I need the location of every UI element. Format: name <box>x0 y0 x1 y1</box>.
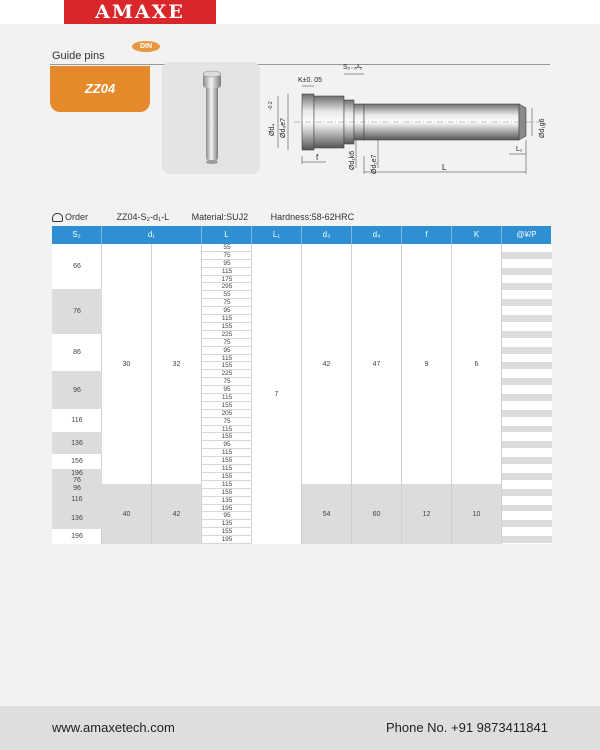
price-cell <box>502 528 552 536</box>
l-value-cell: 55 <box>202 244 252 252</box>
d3-cell: 54 <box>302 484 352 544</box>
dim-d1-k6: Ød₁k6 <box>349 150 356 170</box>
dim-d4-tol: -0.2 <box>268 101 274 110</box>
col-header-d4: d₄ <box>352 226 402 244</box>
l-value-cell: 115 <box>202 315 252 323</box>
s2-cell: 136 <box>52 432 102 454</box>
price-cell <box>502 378 552 386</box>
f-cell: 9 <box>402 244 452 484</box>
product-code-tab: ZZ04 <box>50 66 150 112</box>
price-cell <box>502 299 552 307</box>
s2-cell: 116 <box>71 417 83 424</box>
brand-logo: AMAXE <box>64 0 216 24</box>
l-value-cell: 205 <box>202 410 252 418</box>
s2-cell: 66 <box>73 263 81 270</box>
section-title: Guide pins <box>52 50 105 62</box>
l-value-cell: 135 <box>202 520 252 528</box>
l-value-cell: 115 <box>202 465 252 473</box>
price-cell <box>502 497 552 505</box>
col-header-f: f <box>402 226 452 244</box>
price-cell <box>502 291 552 299</box>
price-cell <box>502 370 552 378</box>
price-cell <box>502 307 552 315</box>
order-label-group <box>52 212 94 222</box>
l-value-cell: 75 <box>202 418 252 426</box>
s2-cell: 96 <box>52 484 102 492</box>
l-column <box>202 244 252 544</box>
l-value-cell: 75 <box>202 378 252 386</box>
l-value-cell: 155 <box>202 323 252 331</box>
l-value-cell: 95 <box>202 441 252 449</box>
l-value-cell: 55 <box>202 291 252 299</box>
price-cell <box>502 252 552 260</box>
guide-pin-image <box>162 62 260 174</box>
price-cell <box>502 402 552 410</box>
product-photo <box>162 62 260 174</box>
l-value-cell: 95 <box>202 386 252 394</box>
l-value-cell: 95 <box>202 260 252 268</box>
l-value-cell: 225 <box>202 370 252 378</box>
s2-cell: 196 <box>71 533 83 540</box>
price-cell <box>502 520 552 528</box>
l-value-cell: 115 <box>202 355 252 363</box>
col-header-d1: d₁ <box>102 226 202 244</box>
s2-cell: 136 <box>52 507 102 529</box>
price-cell <box>502 489 552 497</box>
col-header-s2: S₂ <box>52 226 102 244</box>
website-link[interactable]: www.amaxetech.com <box>52 720 175 735</box>
l-value-cell: 195 <box>202 505 252 513</box>
dim-d1-g6: Ød₁g6 <box>539 118 546 138</box>
price-cell <box>502 449 552 457</box>
price-cell <box>502 505 552 513</box>
s2-cell: 196 <box>52 469 102 477</box>
l-value-cell: 115 <box>202 426 252 434</box>
d4-cell: 60 <box>352 484 402 544</box>
l-value-cell: 195 <box>202 536 252 544</box>
price-cell <box>502 394 552 402</box>
price-column <box>502 244 551 544</box>
l-value-cell: 75 <box>202 252 252 260</box>
dim-d4: Ød₄ <box>269 123 276 136</box>
col-header-d3: d₃ <box>302 226 352 244</box>
col-header-k: K <box>452 226 502 244</box>
l-value-cell: 115 <box>202 268 252 276</box>
s2-cell: 116 <box>52 492 102 507</box>
d1a-cell: 30 <box>102 244 152 484</box>
phone-number: Phone No. +91 9873411841 <box>385 720 548 735</box>
price-cell <box>502 331 552 339</box>
price-cell <box>502 244 552 252</box>
l-value-cell: 115 <box>202 394 252 402</box>
price-cell <box>502 339 552 347</box>
dim-d3: Ød₃e7 <box>280 118 287 138</box>
price-cell <box>502 347 552 355</box>
price-cell <box>502 433 552 441</box>
l-value-cell: 175 <box>202 276 252 284</box>
l-value-cell: 95 <box>202 512 252 520</box>
l-value-cell: 155 <box>202 362 252 370</box>
price-cell <box>502 465 552 473</box>
l-value-cell: 135 <box>202 497 252 505</box>
l-value-cell: 155 <box>202 457 252 465</box>
price-cell <box>502 441 552 449</box>
l-value-cell: 95 <box>202 307 252 315</box>
din-badge: DIN <box>132 41 160 52</box>
dim-d1-e7: Ød₁e7 <box>371 154 378 174</box>
d1b-cell: 42 <box>152 484 202 544</box>
d3-cell: 42 <box>302 244 352 484</box>
top-bar <box>0 0 600 24</box>
price-cell <box>502 323 552 331</box>
s2-cell: 96 <box>52 371 102 409</box>
s2-cell: 76 <box>52 289 102 334</box>
d4-cell: 47 <box>352 244 402 484</box>
dim-s2: S₂₋₀̶³̶₅ <box>343 64 363 71</box>
col-header-l: L <box>202 226 252 244</box>
l-value-cell: 155 <box>202 402 252 410</box>
s2-column <box>52 244 102 544</box>
k-cell: 10 <box>452 484 502 544</box>
price-cell <box>502 512 552 520</box>
price-cell <box>502 410 552 418</box>
l-value-cell: 155 <box>202 473 252 481</box>
l-value-cell: 95 <box>202 347 252 355</box>
l-value-cell: 75 <box>202 339 252 347</box>
f-cell: 12 <box>402 484 452 544</box>
order-label: Order <box>65 212 89 222</box>
price-cell <box>502 362 552 370</box>
price-cell <box>502 426 552 434</box>
d1b-cell: 32 <box>152 244 202 484</box>
col-header-l1: L₁ <box>252 226 302 244</box>
price-cell <box>502 283 552 291</box>
technical-drawing <box>264 58 554 183</box>
dim-l1: L₁ <box>516 146 523 153</box>
table-body <box>52 244 551 544</box>
price-cell <box>502 276 552 284</box>
price-cell <box>502 268 552 276</box>
col-header-price: @¥/P <box>502 226 551 244</box>
material: Material:SUJ2 <box>191 212 249 222</box>
l1-cell: 7 <box>252 244 302 544</box>
k-cell: 6 <box>452 244 502 484</box>
guide-pin-drawing <box>264 58 554 183</box>
dim-l: L <box>442 163 447 172</box>
price-cell <box>502 386 552 394</box>
l-value-cell: 155 <box>202 528 252 536</box>
l-value-cell: 155 <box>202 433 252 441</box>
l-value-cell: 115 <box>202 481 252 489</box>
l-value-cell: 295 <box>202 283 252 291</box>
dim-k: K±0. 05 <box>298 77 323 84</box>
price-cell <box>502 355 552 363</box>
price-cell <box>502 315 552 323</box>
order-code: ZZ04-S₂-d₁-L <box>116 212 170 222</box>
price-cell <box>502 457 552 465</box>
l-value-cell: 225 <box>202 331 252 339</box>
price-cell <box>502 473 552 481</box>
l-value-cell: 155 <box>202 489 252 497</box>
order-info <box>52 212 374 222</box>
phone-icon <box>52 213 63 222</box>
d1a-cell: 40 <box>102 484 152 544</box>
l-value-cell: 75 <box>202 299 252 307</box>
hardness: Hardness:58-62HRC <box>270 212 355 222</box>
s2-cell: 76 <box>52 477 102 484</box>
price-cell <box>502 481 552 489</box>
price-cell <box>502 418 552 426</box>
l-value-cell: 115 <box>202 449 252 457</box>
s2-cell: 156 <box>71 458 83 465</box>
dim-f: f <box>316 153 319 162</box>
price-cell <box>502 536 552 544</box>
s2-cell: 86 <box>73 349 81 356</box>
footer <box>0 706 600 750</box>
price-cell <box>502 260 552 268</box>
